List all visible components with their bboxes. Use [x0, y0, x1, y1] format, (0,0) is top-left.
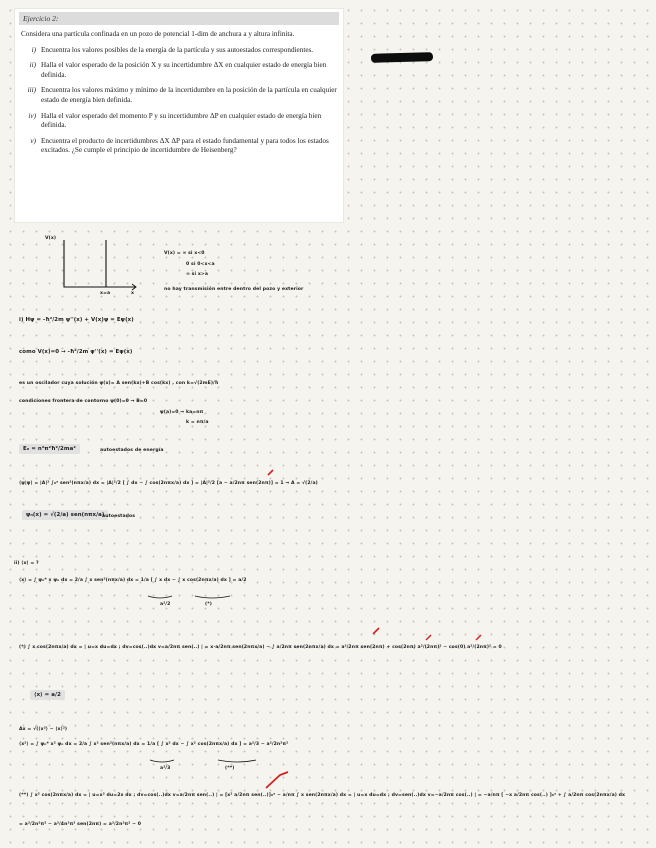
integral-double-star-result: = a³/2n²π² − a³/4n³π³ sen(2nπ) = a³/2n²π² − 0 — [19, 822, 142, 827]
energy-label: autoestados de energía — [100, 448, 164, 453]
eigenstate-formula: ψₙ(x) = √(2/a) sen(nπx/a) — [22, 510, 108, 520]
quantized-k: k = nπ/a — [186, 420, 209, 425]
expected-x-squared: ⟨x²⟩ = ∫ ψₙ* x² ψₙ dx = 2/a ∫ x² sen²(nπx/a) dx = 1/a [ ∫ x² dx − ∫ x² cos(2nπx/a) dx ] = a²/3 − a²/2n²π² — [19, 742, 289, 747]
position-result-box: ⟨x⟩ = a/2 — [30, 690, 65, 700]
boundary-conditions: condiciones frontera de contorno ψ(0)=0 → B=0 — [19, 399, 148, 404]
question-text: Halla el valor esperado de la posición X y su incertidumbre ΔX en cualquier estado de energía bien definida. — [41, 61, 327, 79]
free-equation: como V(x)=0 → -ħ²/2m ψ''(x) = Eψ(x) — [19, 349, 133, 355]
potential-def-2: 0 si 0<x<a — [186, 262, 215, 267]
underbrace-3: a³/3 — [160, 766, 171, 771]
integral-star: (*) ∫ x cos(2nπx/a) dx = | u=x du=dx ; dv=cos(..)dx v=a/2nπ sen(..) | = x·a/2nπ sen(2nπx/a) − ∫ a/2nπ sen(2nπx/a) dx = a²/2nπ sen(2nπ) + cos(2nπ) a²/(2nπ)² − cos(0) a²/(2nπ)² = 0 — [19, 645, 502, 650]
part-ii-header: ii) ⟨x⟩ = ? — [14, 561, 39, 566]
normalization: ⟨ψ|ψ⟩ = |A|² ∫₀ᵃ sen²(nπx/a) dx = |A|²/2 [ ∫ dx − ∫ cos(2nπx/a) dx ] = |A|²/2 [a − a/2nπ sen(2nπ)] = 1 → A = √(2/a) — [19, 481, 318, 486]
schrodinger-equation: i) Hψ = -ħ²/2m ψ''(x) + V(x)ψ = Eψ(x) — [19, 317, 134, 323]
potential-note: no hay transmisión entre dentro del pozo y exterior — [164, 287, 304, 292]
potential-def-3: ∞ si x>a — [186, 272, 209, 277]
potential-def-1: V(x) = ∞ si x<0 — [164, 251, 205, 256]
underbrace-4: (**) — [225, 766, 235, 771]
question-number: i) — [31, 45, 36, 54]
underbrace-2: (*) — [205, 602, 212, 607]
graph-x-label: x — [131, 291, 135, 296]
underbrace-1: a²/2 — [160, 602, 171, 607]
question-text: Encuentra el producto de incertidumbres ΔX ΔP para el estado fundamental y para todos los estados excitados. ¿Se cumple el principio de incertidumbre de Heisenberg? — [41, 136, 329, 155]
uncertainty-def: Δx = √(⟨x²⟩ − ⟨x⟩²) — [19, 727, 68, 732]
question-number: iii) — [27, 86, 36, 95]
eigenstates-label: autoestados — [102, 514, 136, 519]
graph-y-label: V(x) — [45, 236, 57, 241]
expected-position: ⟨x⟩ = ∫ ψₙ* x ψₙ dx = 2/a ∫ x sen²(nπx/a) dx = 1/a [ ∫ x dx − ∫ x cos(2nπx/a) dx ] = a/2 — [19, 578, 247, 583]
general-solution: es un oscilador cuya solución ψ(x)= A sen(kx)+B cos(kx) , con k=√(2mE)/ħ — [19, 381, 219, 386]
question-number: ii) — [29, 61, 36, 70]
question-text: Halla el valor esperado del momento P y su incertidumbre ΔP en cualquier estado de energía bien definida. — [41, 111, 322, 130]
integral-double-star: (**) ∫ x² cos(2nπx/a) dx = | u=x² du=2x dx ; dv=cos(..)dx v=a/2nπ sen(..) | = [x² a/2nπ sen(..)]₀ᵃ − a/nπ ∫ x sen(2nπx/a) dx = | u=x du=dx ; dv=sen(..)dx v=−a/2nπ cos(..) | = −a/nπ [ −x a/2nπ cos(..) ]₀ᵃ + ∫ a/2nπ cos(2nπx/a) dx — [19, 793, 626, 798]
question-text: Encuentra los valores máximo y mínimo de la incertidumbre en la posición de la partícula en cualquier estado de energía bien definida. — [41, 86, 337, 104]
question-number: v) — [30, 136, 36, 145]
exercise-title: Ejercicio 2: — [19, 12, 339, 25]
energy-formula: Eₙ = n²π²ħ²/2ma² — [19, 444, 80, 454]
exercise-intro: Considera una partícula confinada en un pozo de potencial 1-dim de anchura a y altura infinita. — [21, 30, 295, 38]
question-number: iv) — [28, 111, 36, 120]
graph-x-mark: x=a — [100, 291, 111, 296]
question-text: Encuentra los valores posibles de la energía de la partícula y sus autoestados correspondientes. — [41, 45, 314, 54]
boundary-condition-a: ψ(a)=0 → ka=nπ — [160, 410, 204, 415]
